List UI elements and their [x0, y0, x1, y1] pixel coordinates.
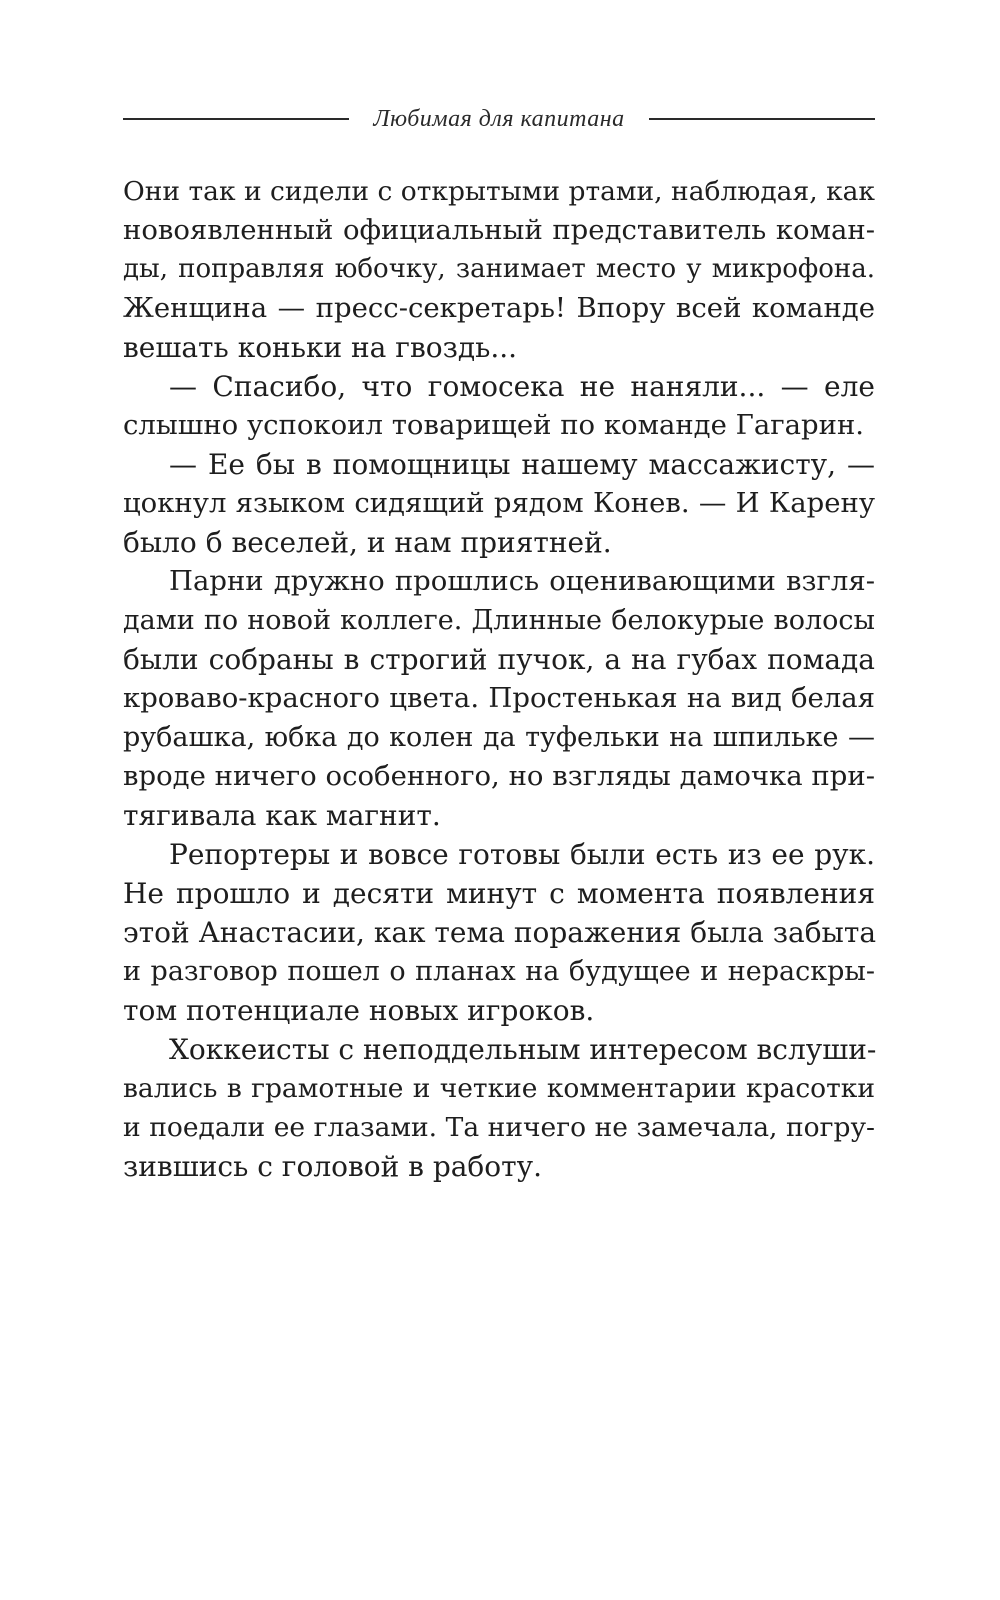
- text-line: кроваво-красного цвета. Простенькая на вид белая: [123, 682, 875, 714]
- paragraph: [123, 1030, 875, 1186]
- text-line: новоявленный официальный представитель коман-: [123, 214, 875, 246]
- text-line: Не прошло и десяти минут с момента появления: [123, 877, 875, 910]
- text-line: Парни дружно прошлись оценивающими взгля-: [169, 565, 875, 597]
- text-line: Репортеры и вовсе готовы были есть из ее рук.: [169, 838, 875, 871]
- text-line: слышно успокоил товарищей по команде Гагарин.: [123, 409, 865, 441]
- text-line: дами по новой коллеге. Длинные белокурые волосы: [123, 605, 875, 636]
- header-rule-right: [649, 118, 875, 120]
- text-line: вроде ничего особенного, но взгляды дамочка при-: [123, 760, 875, 792]
- paragraph: [123, 562, 875, 835]
- text-line: этой Анастасии, как тема поражения была забыта: [123, 916, 877, 949]
- running-header: [123, 104, 875, 134]
- paragraph: [123, 445, 875, 562]
- paragraph: [123, 835, 875, 1030]
- text-line: было б веселей, и нам приятней.: [123, 526, 612, 559]
- running-header-title: Любимая для капитана: [373, 105, 625, 132]
- text-line: и разговор пошел о планах на будущее и нераскры-: [123, 956, 875, 987]
- paragraph: [123, 367, 875, 445]
- text-line: рубашка, юбка до колен да туфельки на шпильке —: [123, 722, 875, 753]
- text-line: том потенциале новых игроков.: [123, 994, 595, 1027]
- text-line: зившись с головой в работу.: [123, 1150, 543, 1183]
- paragraph: [123, 172, 875, 367]
- text-line: цокнул языком сидящий рядом Конев. — И Карену: [123, 487, 875, 519]
- text-line: ды, поправляя юбочку, занимает место у микрофона.: [123, 254, 875, 284]
- text-line: — Спасибо, что гомосека не наняли... — еле: [169, 370, 875, 403]
- text-line: Хоккеисты с неподдельным интересом вслуши-: [169, 1033, 877, 1066]
- text-line: — Ее бы в помощницы нашему массажисту, —: [169, 448, 875, 481]
- text-line: были собраны в строгий пучок, а на губах помада: [123, 643, 875, 676]
- text-line: вались в грамотные и четкие комментарии красотки: [123, 1073, 875, 1104]
- text-line: тягивала как магнит.: [123, 799, 441, 832]
- text-line: и поедали ее глазами. Та ничего не замечала, погру-: [123, 1112, 875, 1143]
- body-text: [123, 172, 875, 1186]
- text-line: вешать коньки на гвоздь...: [123, 331, 518, 364]
- text-line: Женщина — пресс-секретарь! Впору всей команде: [123, 292, 875, 324]
- text-line: Они так и сидели с открытыми ртами, наблюдая, как: [123, 176, 875, 207]
- header-rule-left: [123, 118, 349, 120]
